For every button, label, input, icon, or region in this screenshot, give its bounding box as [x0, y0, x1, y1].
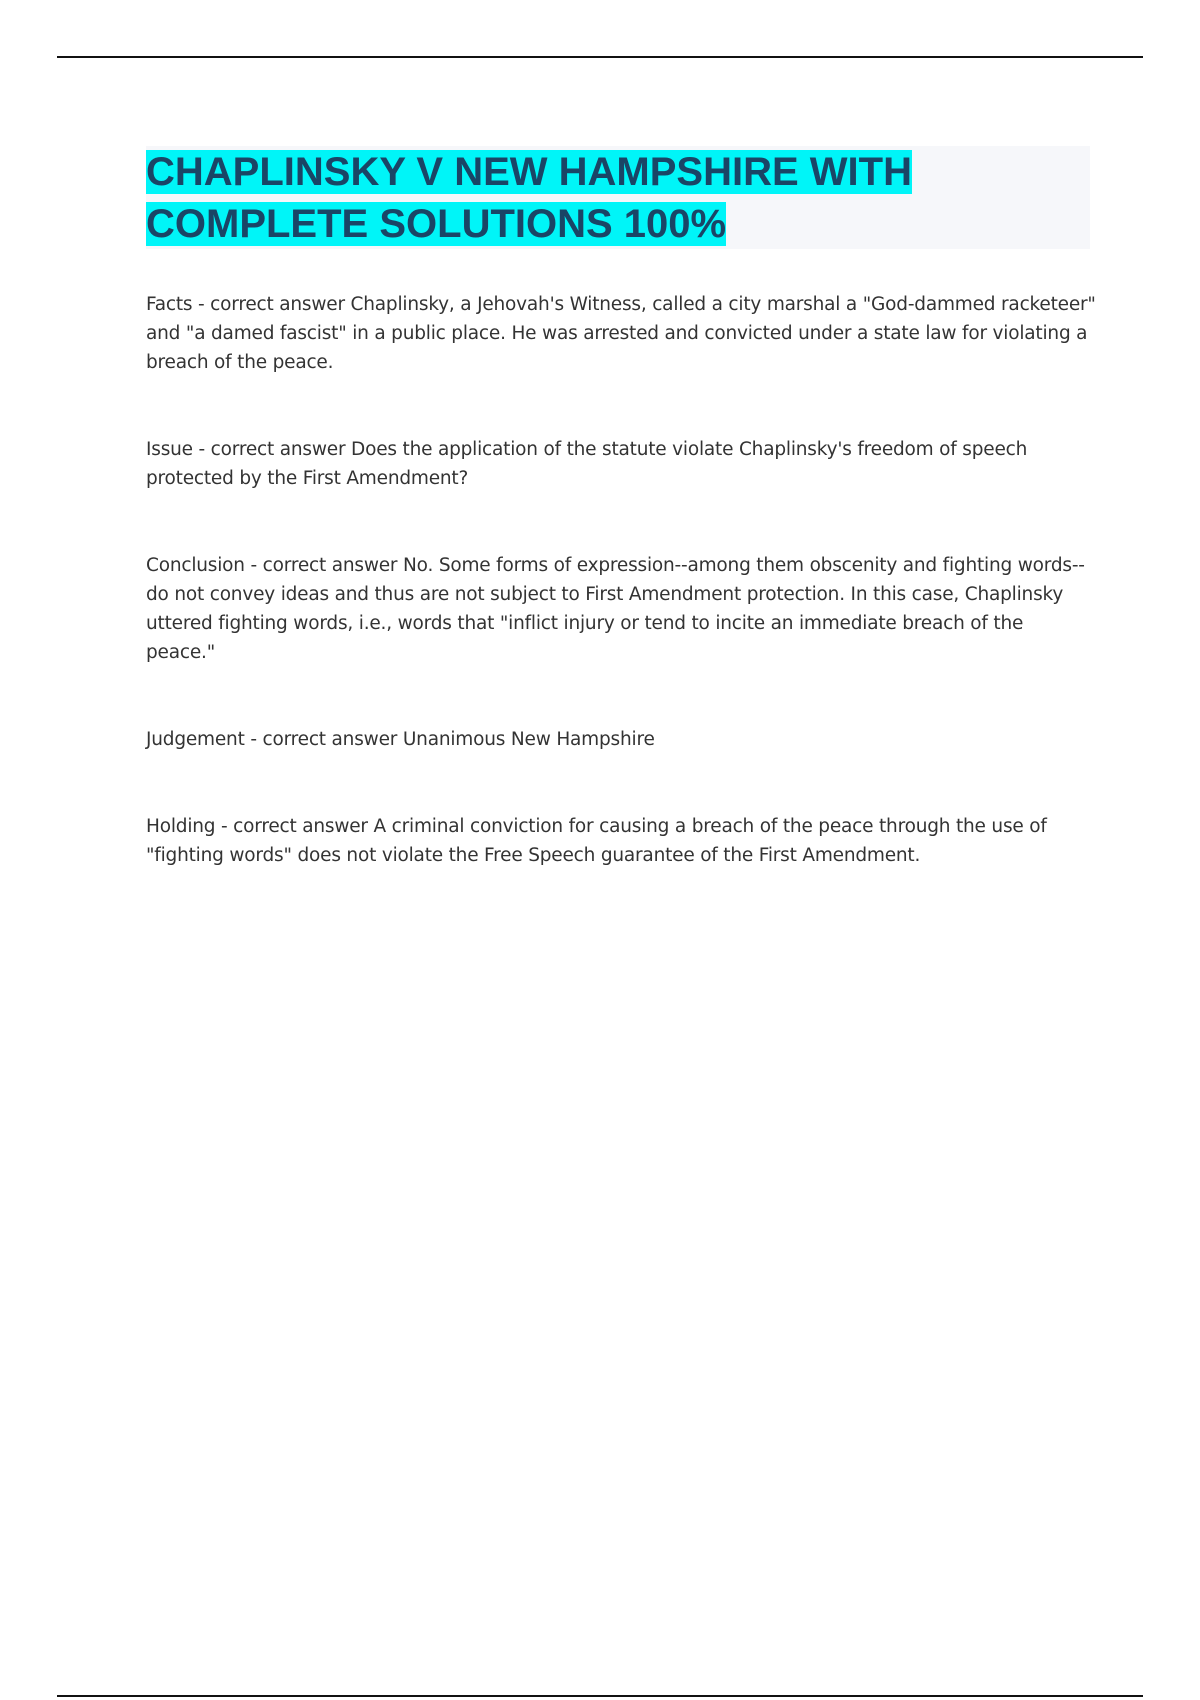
qa-answer: A criminal conviction for causing a breach of the peace through the use of "fighting words" does not violate the Free Speech guarantee of the First Amendment.: [146, 816, 1047, 866]
qa-term: Judgement: [146, 729, 245, 750]
header-rule: [57, 56, 1143, 58]
qa-answer: Chaplinsky, a Jehovah's Witness, called a city marshal a "God-dammed racketeer" and "a damed fascist" in a public place. He was arrested and convicted under a state law for violating a breach of the peace.: [146, 294, 1096, 373]
qa-item-facts: [146, 290, 1096, 377]
qa-answer: Unanimous New Hampshire: [402, 729, 655, 750]
qa-answer: Does the application of the statute violate Chaplinsky's freedom of speech protected by the First Amendment?: [146, 439, 1028, 489]
qa-item-judgement: [146, 725, 1096, 754]
qa-list: [146, 290, 1096, 928]
qa-answer: No. Some forms of expression--among them obscenity and fighting words--do not convey ideas and thus are not subject to First Amendment protection. In this case, Chaplinsky uttered fighting words, i.e., words that "inflict injury or tend to incite an immediate breach of the peace.": [146, 555, 1085, 663]
qa-term: Holding: [146, 816, 216, 837]
qa-term: Facts: [146, 294, 193, 315]
title-highlight: CHAPLINSKY V NEW HAMPSHIRE WITH COMPLETE SOLUTIONS 100%: [146, 150, 912, 246]
qa-separator: - correct answer: [192, 294, 351, 315]
qa-item-holding: [146, 812, 1096, 870]
qa-item-conclusion: [146, 551, 1096, 667]
title-block: [146, 146, 1090, 249]
qa-term: Issue: [146, 439, 193, 460]
qa-separator: - correct answer: [244, 729, 403, 750]
qa-separator: - correct answer: [244, 555, 404, 576]
qa-item-issue: [146, 435, 1096, 493]
footer-rule: [57, 1695, 1143, 1697]
qa-separator: - correct answer: [192, 439, 352, 460]
qa-term: Conclusion: [146, 555, 245, 576]
qa-separator: - correct answer: [215, 816, 374, 837]
page-title: [146, 146, 1090, 250]
